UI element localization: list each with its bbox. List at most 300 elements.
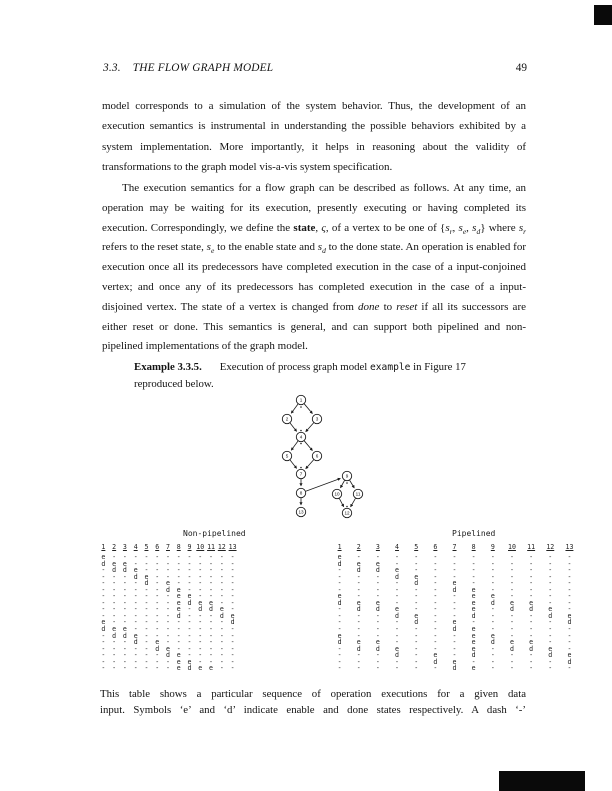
state-cell: - [209,618,214,627]
column-header: 3 [375,543,380,551]
state-cell: - [548,598,553,607]
state-cell: d [509,605,514,614]
state-cell: e [209,598,214,607]
state-cell: - [122,611,127,620]
state-cell: - [414,566,419,575]
column-header: 2 [356,543,361,551]
state-cell: e [414,611,419,620]
state-cell: - [219,625,224,634]
pipelined-table-title: Pipelined [452,529,496,538]
column-header: 1 [337,543,342,551]
state-cell: - [471,553,476,561]
state-cell: - [567,664,572,673]
state-cell: - [122,553,127,561]
state-cell: - [209,644,214,653]
state-cell: - [209,611,214,620]
column-header: 5 [414,543,419,551]
state-cell: - [395,559,400,568]
state-cell: - [144,553,149,561]
state-cell: - [122,605,127,614]
state-cell: - [187,566,192,575]
state-cell: - [144,605,149,614]
state-cell: e [548,644,553,653]
state-cell: - [219,592,224,601]
state-cell: - [414,553,419,561]
state-cell: d [395,611,400,620]
state-cell: - [529,592,534,601]
state-cell: - [567,644,572,653]
state-cell: - [548,579,553,588]
state-cell: - [144,631,149,640]
state-cell: - [433,585,438,594]
state-cell: - [356,592,361,601]
state-cell: - [101,605,106,614]
section-number: 3.3. [103,62,121,74]
state-cell: - [144,598,149,607]
state-cell: - [490,585,495,594]
state-cell: e [337,553,342,561]
state-cell: - [155,651,160,660]
state-cell: - [122,657,127,666]
state-cell: e [356,638,361,647]
state-cell: - [101,598,106,607]
graph-edge-9-10 [341,480,345,487]
graph-edge-3-4 [306,423,314,432]
state-cell: d [112,631,117,640]
state-cell: - [122,579,127,588]
state-cell: - [395,579,400,588]
state-cell: - [414,559,419,568]
state-cell: - [509,592,514,601]
state-cell: - [471,579,476,588]
state-cell: e [567,611,572,620]
state-cell: e [219,605,224,614]
state-cell: - [165,592,170,601]
state-cell: d [356,605,361,614]
state-cell: - [101,657,106,666]
state-cell: e [209,664,214,673]
state-cell: - [433,598,438,607]
state-cell: - [219,631,224,640]
state-cell: - [337,585,342,594]
state-cell: - [375,592,380,601]
state-cell: e [395,566,400,575]
state-cell: d [414,618,419,627]
state-cell: - [509,559,514,568]
state-cell: d [112,566,117,575]
state-cell: e [122,559,127,568]
state-cell: - [230,553,235,561]
state-cell: - [414,644,419,653]
state-cell: e [375,559,380,568]
state-cell: - [452,631,457,640]
state-cell: - [133,618,138,627]
state-cell: - [395,585,400,594]
pipelined-execution-table [330,543,579,672]
state-cell: - [187,618,192,627]
graph-node-label: 2 [285,416,289,422]
state-cell: d [414,579,419,588]
state-cell: e [395,644,400,653]
state-cell: d [219,611,224,620]
state-cell: - [529,572,534,581]
state-cell: - [490,553,495,561]
state-cell: e [452,579,457,588]
state-cell: - [219,644,224,653]
state-cell: d [452,625,457,634]
state-cell: - [490,625,495,634]
state-cell: - [356,625,361,634]
state-cell: e [509,638,514,647]
state-cell: - [548,592,553,601]
state-cell: - [230,664,235,673]
state-cell: - [509,585,514,594]
state-cell: - [122,598,127,607]
state-cell: - [187,638,192,647]
state-cell: - [176,572,181,581]
state-cell: - [155,572,160,581]
state-cell: - [112,664,117,673]
state-cell: - [165,618,170,627]
state-cell: - [165,657,170,666]
state-cell: - [509,611,514,620]
state-cell: - [133,657,138,666]
state-cell: - [155,566,160,575]
state-cell: - [133,664,138,673]
state-cell: - [337,579,342,588]
caption-line-1: This table shows a particular sequence of operation executions for a given data [100,688,526,700]
state-cell: - [165,664,170,673]
math-s: s [458,221,463,234]
state-cell: e [452,618,457,627]
state-cell: - [337,611,342,620]
state-cell: - [337,566,342,575]
state-cell: - [529,579,534,588]
state-cell: - [395,618,400,627]
state-cell: - [433,559,438,568]
state-cell: - [567,592,572,601]
state-cell: - [529,631,534,640]
state-cell: - [230,566,235,575]
state-cell: - [490,572,495,581]
state-cell: - [112,579,117,588]
state-cell: - [165,625,170,634]
state-cell: - [144,651,149,660]
state-cell: - [144,638,149,647]
state-cell: d [165,585,170,594]
state-cell: - [209,579,214,588]
state-cell: - [548,638,553,647]
state-cell: e [176,592,181,601]
state-cell: - [176,618,181,627]
junction-mark [300,406,302,408]
math-s: s [472,221,477,234]
state-cell: - [509,657,514,666]
state-cell: - [133,625,138,634]
example-label: Example 3.3.5. [134,361,202,373]
section-title: THE FLOW GRAPH MODEL [132,62,274,74]
state-cell: - [101,638,106,647]
state-cell: - [219,572,224,581]
state-cell: e [375,638,380,647]
state-cell: - [414,598,419,607]
junction-mark [346,482,348,484]
graph-node-label: 12 [344,510,350,516]
state-cell: - [490,579,495,588]
state-cell: - [187,559,192,568]
state-cell: d [337,598,342,607]
state-cell: - [230,579,235,588]
state-cell: - [395,664,400,673]
state-cell: - [529,657,534,666]
state-cell: - [433,631,438,640]
state-cell: - [187,605,192,614]
state-cell: d [452,585,457,594]
state-cell: - [414,585,419,594]
state-cell: e [176,651,181,660]
state-cell: - [414,631,419,640]
state-cell: e [548,605,553,614]
column-header: 10 [196,543,205,551]
state-cell: - [567,625,572,634]
state-cell: - [165,598,170,607]
state-cell: d [567,657,572,666]
state-cell: - [414,651,419,660]
state-cell: - [356,585,361,594]
state-cell: - [101,572,106,581]
state-cell: - [395,592,400,601]
state-cell: - [198,585,203,594]
state-cell: - [433,611,438,620]
state-cell: - [433,638,438,647]
state-cell: - [490,566,495,575]
state-cell: - [198,553,203,561]
state-cell: - [548,553,553,561]
state-cell: - [490,664,495,673]
state-cell: - [122,618,127,627]
column-header: 1 [101,543,106,551]
state-cell: - [567,559,572,568]
state-cell: - [144,592,149,601]
state-cell: - [567,579,572,588]
state-cell: - [529,611,534,620]
state-cell: - [209,553,214,561]
state-cell: - [230,625,235,634]
state-cell: e [471,631,476,640]
math-varsigma: ς [321,221,326,234]
state-cell: - [133,598,138,607]
state-cell: - [144,611,149,620]
column-header: 13 [228,543,237,551]
column-header: 13 [565,543,574,551]
state-cell: - [452,592,457,601]
state-cell: - [230,559,235,568]
graph-edge-4-5 [291,441,298,450]
state-cell: - [112,553,117,561]
state-cell: - [509,566,514,575]
state-cell: - [529,618,534,627]
state-cell: d [165,651,170,660]
state-cell: - [187,644,192,653]
state-cell: e [176,664,181,673]
state-cell: - [337,618,342,627]
state-cell: - [112,605,117,614]
state-cell: - [112,585,117,594]
graph-edge-6-7 [306,460,314,469]
state-cell: - [165,559,170,568]
state-cell: d [198,605,203,614]
state-cell: - [209,631,214,640]
state-cell: - [452,559,457,568]
state-cell: - [230,631,235,640]
junction-mark [300,467,302,469]
state-cell: e [155,638,160,647]
state-cell: e [471,605,476,614]
state-cell: - [337,651,342,660]
example-text: in Figure 17 [410,361,466,373]
graph-node-label: 10 [334,491,340,497]
state-cell: e [414,572,419,581]
state-cell: - [414,638,419,647]
state-cell: - [452,553,457,561]
state-cell: - [165,605,170,614]
state-cell: - [452,651,457,660]
state-cell: - [101,651,106,660]
state-cell: - [176,638,181,647]
state-cell: - [155,631,160,640]
state-cell: - [230,592,235,601]
state-cell: d [567,618,572,627]
state-cell: e [112,625,117,634]
state-cell: - [375,657,380,666]
state-cell: - [356,651,361,660]
page-number: 49 [515,62,527,74]
state-cell: d [101,625,106,634]
paragraph-text: , [466,221,473,234]
state-cell: - [433,664,438,673]
state-cell: - [452,566,457,575]
graph-edge-1-2 [291,404,298,413]
state-cell: - [356,631,361,640]
column-header: 6 [155,543,160,551]
state-cell: d [471,611,476,620]
math-s: s [206,241,211,254]
state-cell: - [155,579,160,588]
state-cell: - [122,651,127,660]
paragraph-text: to [379,300,397,313]
state-cell: - [356,664,361,673]
math-sub-d: d [322,246,326,256]
state-cell: - [567,572,572,581]
state-cell: - [187,585,192,594]
state-cell: - [155,625,160,634]
paragraph-text: , [452,221,459,234]
state-cell: e [395,605,400,614]
state-cell: - [337,644,342,653]
state-cell: - [452,644,457,653]
math-s: s [445,221,450,234]
section-header [103,62,273,74]
graph-node-label: 4 [299,434,303,440]
state-cell: d [548,651,553,660]
graph-node-label: 9 [345,473,349,479]
state-cell: - [567,566,572,575]
state-row [330,665,579,672]
state-cell: - [414,664,419,673]
caption-line-2: input. Symbols ‘e’ and ‘d’ indicate enable and done states respectively. A dash ‘-’ [100,703,526,716]
state-cell: - [529,559,534,568]
column-header: 4 [133,543,138,551]
state-cell: - [356,579,361,588]
state-cell: - [567,631,572,640]
state-cell: - [133,644,138,653]
state-cell: - [112,657,117,666]
state-cell: - [198,579,203,588]
state-cell: - [176,566,181,575]
state-cell: - [155,611,160,620]
state-cell: - [567,605,572,614]
state-cell: - [122,644,127,653]
column-header: 8 [471,543,476,551]
state-cell: e [165,644,170,653]
state-cell: e [529,638,534,647]
graph-node-label: 13 [298,509,304,515]
graph-node-label: 11 [355,491,361,497]
non-pipelined-execution-table [98,543,238,672]
graph-node-label: 6 [315,453,319,459]
state-cell: - [375,664,380,673]
state-cell: - [548,657,553,666]
state-cell: d [356,644,361,653]
graph-edge-5-7 [290,460,297,468]
state-cell: e [112,559,117,568]
state-cell: - [198,618,203,627]
state-cell: - [122,572,127,581]
state-cell: - [112,598,117,607]
column-header: 7 [452,543,457,551]
state-cell: d [375,605,380,614]
state-cell: e [452,657,457,666]
state-cell: - [112,611,117,620]
state-cell: e [471,644,476,653]
state-cell: - [155,598,160,607]
state-cell: - [219,638,224,647]
state-cell: - [452,638,457,647]
state-cell: - [356,572,361,581]
state-cell: - [490,605,495,614]
state-cell: d [490,638,495,647]
state-cell: - [176,559,181,568]
state-cell: - [337,664,342,673]
state-cell: - [155,657,160,666]
state-cell: - [337,605,342,614]
state-cell: d [187,664,192,673]
column-header: 4 [395,543,400,551]
state-cell: - [101,585,106,594]
state-cell: d [101,559,106,568]
state-cell: - [433,566,438,575]
graph-edge-1-3 [304,404,312,414]
state-cell: - [375,585,380,594]
state-cell: - [101,644,106,653]
state-cell: e [471,592,476,601]
state-cell: - [490,657,495,666]
state-cell: e [509,598,514,607]
state-cell: d [337,638,342,647]
state-cell: - [155,618,160,627]
paragraph-text: } where [480,221,519,234]
state-cell: - [133,553,138,561]
